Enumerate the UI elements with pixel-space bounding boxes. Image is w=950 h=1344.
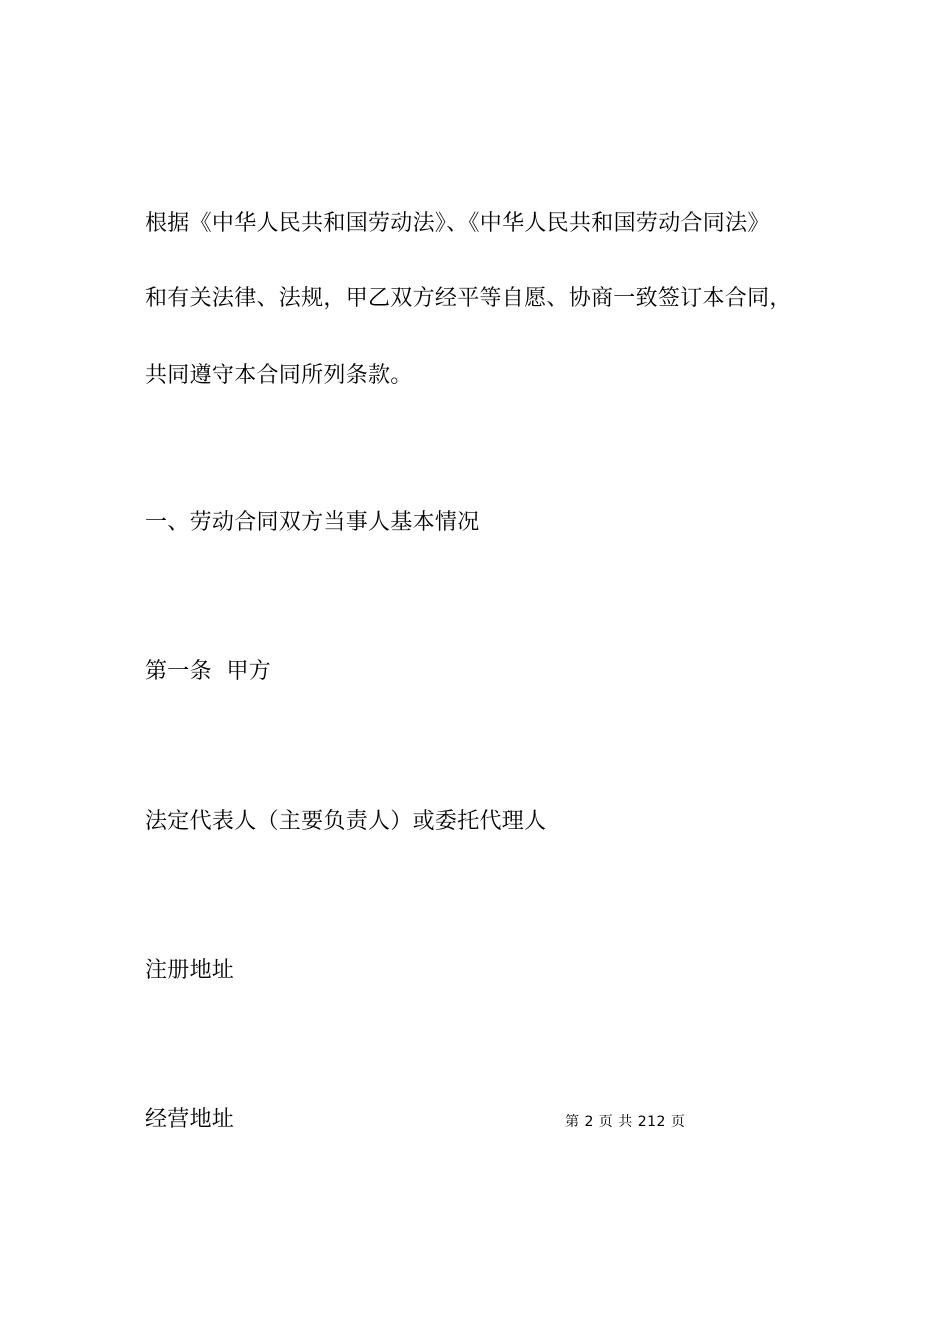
- article-heading: 第一条 甲方: [145, 659, 272, 684]
- legal-representative-label: 法定代表人（主要负责人）或委托代理人: [145, 809, 547, 834]
- section-heading: 一、劳动合同双方当事人基本情况: [145, 510, 480, 535]
- paragraph-line-1: 根据《中华人民共和国劳动法》、《中华人民共和国劳动合同法》: [145, 211, 770, 236]
- page-number-footer: 第 2 页 共 212 页: [565, 1114, 686, 1130]
- paragraph-line-3: 共同遵守本合同所列条款。: [145, 363, 413, 388]
- business-address-label: 经营地址: [145, 1107, 235, 1132]
- registered-address-label: 注册地址: [145, 958, 235, 983]
- paragraph-line-2: 和有关法律、法规，甲乙双方经平等自愿、协商一致签订本合同，: [145, 286, 792, 311]
